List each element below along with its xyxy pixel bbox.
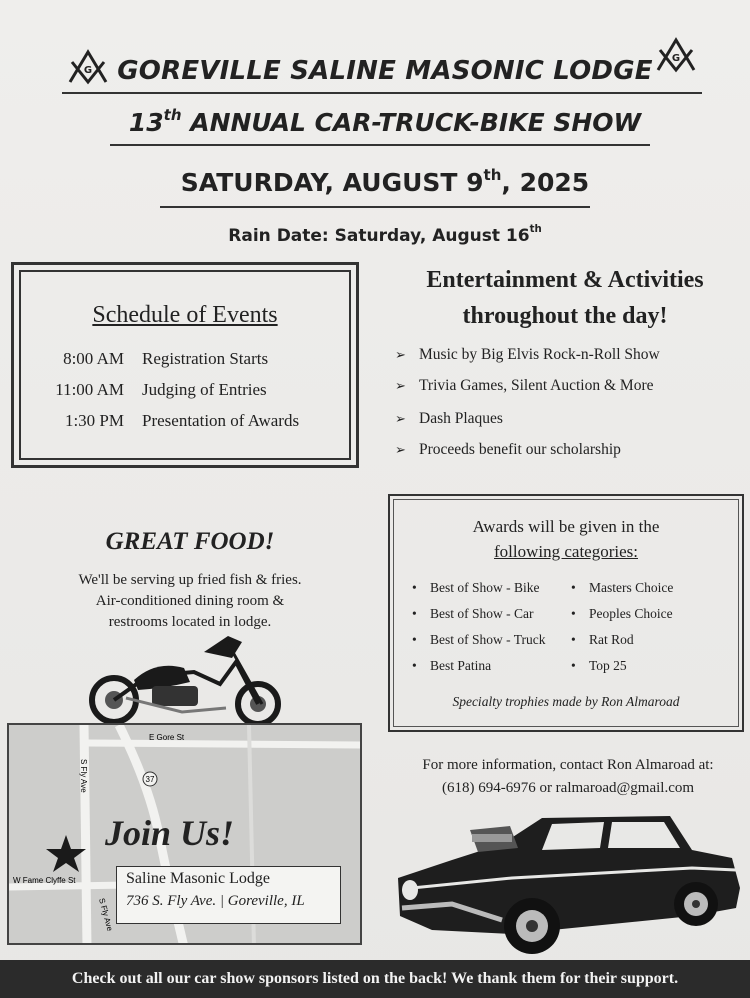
bullet-dot-icon: • [412, 632, 417, 647]
award-category [412, 580, 540, 596]
route-number: 37 [145, 775, 155, 784]
contact-line-2: (618) 694-6976 or ralmaroad@gmail.com [441, 780, 695, 796]
rain-date [60, 226, 710, 246]
activity-label: Dash Plaques [419, 410, 503, 427]
award-category-label: Peoples Choice [589, 606, 673, 621]
schedule-title: Schedule of Events [92, 302, 278, 328]
award-category [571, 658, 627, 674]
show-title [60, 108, 710, 137]
award-category [412, 632, 546, 648]
food-title: GREAT FOOD! [105, 528, 275, 555]
specialty-trophies-note: Specialty trophies made by Ron Almaroad [452, 694, 680, 709]
show-title-text: ANNUAL CAR-TRUCK-BIKE SHOW [181, 108, 642, 137]
award-category-label: Best of Show - Car [430, 606, 534, 621]
activity-label: Trivia Games, Silent Auction & More [419, 377, 654, 394]
arrow-bullet-icon: ➢ [395, 379, 406, 394]
event-date-suffix: th [483, 166, 502, 184]
schedule-row [30, 380, 350, 400]
award-category [412, 606, 534, 622]
street-gore: E Gore St [149, 733, 185, 742]
entertainment-title-line2: throughout the day! [462, 303, 668, 329]
schedule-time: 8:00 AM [63, 349, 124, 368]
venue-address: 736 S. Fly Ave. | Goreville, IL [126, 893, 305, 909]
arrow-bullet-icon: ➢ [395, 443, 406, 458]
activity-item [395, 410, 745, 428]
activity-label: Proceeds benefit our scholarship [419, 441, 621, 458]
bullet-dot-icon: • [571, 632, 576, 647]
bullet-dot-icon: • [412, 580, 417, 595]
show-ordinal-suffix: th [163, 106, 182, 124]
schedule-time: 1:30 PM [64, 411, 124, 430]
entertainment-title [380, 262, 750, 334]
award-category-label: Best of Show - Truck [430, 632, 546, 647]
schedule-label: Presentation of Awards [142, 411, 300, 430]
bullet-dot-icon: • [571, 658, 576, 673]
contact-info [386, 754, 750, 800]
awards-heading-line2: following categories: [494, 542, 638, 561]
award-category-label: Top 25 [589, 658, 627, 673]
award-category [412, 658, 491, 674]
emblem-letter-left: G [83, 65, 93, 76]
award-category [571, 632, 634, 648]
activity-item [395, 441, 745, 459]
food-line-2: Air-conditioned dining room & [95, 593, 285, 609]
bullet-dot-icon: • [571, 580, 576, 595]
awards-heading [388, 514, 744, 564]
classic-car-icon [392, 808, 744, 960]
activity-label: Music by Big Elvis Rock-n-Roll Show [419, 346, 660, 363]
activity-item [395, 377, 745, 395]
food-line-1: We'll be serving up fried fish & fries. [78, 572, 302, 588]
venue-name: Saline Masonic Lodge [126, 870, 270, 887]
motorcycle-icon [86, 632, 286, 728]
contact-line-1: For more information, contact Ron Almaroad at: [422, 757, 714, 773]
award-category-label: Masters Choice [589, 580, 674, 595]
street-fly-lower: S Fly Ave [97, 897, 115, 933]
sponsors-note: Check out all our car show sponsors listed on the back! We thank them for their support. [71, 970, 679, 987]
rain-date-suffix: th [529, 224, 542, 235]
event-date [60, 168, 710, 197]
event-date-main: SATURDAY, AUGUST 9 [180, 168, 484, 197]
bullet-dot-icon: • [571, 606, 576, 621]
bullet-dot-icon: • [412, 606, 417, 621]
award-category-label: Best Patina [430, 658, 492, 673]
schedule-label: Judging of Entries [142, 380, 267, 399]
food-description [40, 570, 340, 633]
emblem-letter-right: G [671, 53, 681, 64]
award-category-label: Best of Show - Bike [430, 580, 540, 595]
award-category [571, 580, 673, 596]
food-line-3: restrooms located in lodge. [108, 614, 272, 630]
bullet-dot-icon: • [412, 658, 417, 673]
header-rule-2 [110, 144, 650, 146]
show-ordinal: 13 [128, 108, 164, 137]
arrow-bullet-icon: ➢ [395, 412, 406, 427]
street-fame-clyffe: W Fame Clyffe St [13, 876, 76, 885]
lodge-name: GOREVILLE SALINE MASONIC LODGE [117, 56, 653, 86]
header-rule-3 [160, 206, 590, 208]
event-date-year: , 2025 [501, 168, 590, 197]
header-rule-1 [62, 92, 702, 94]
award-category-label: Rat Rod [589, 632, 634, 647]
schedule-label: Registration Starts [142, 349, 269, 368]
arrow-bullet-icon: ➢ [395, 348, 406, 363]
schedule-time: 11:00 AM [55, 380, 124, 399]
join-us-heading: Join Us! [105, 813, 235, 853]
street-fly-upper: S Fly Ave [79, 759, 88, 793]
entertainment-title-line1: Entertainment & Activities [426, 267, 704, 293]
activity-item [395, 346, 745, 364]
rain-date-text: Rain Date: Saturday, August 16 [228, 226, 530, 246]
award-category [571, 606, 673, 622]
schedule-row [30, 411, 350, 431]
schedule-row [30, 349, 350, 369]
awards-heading-line1: Awards will be given in the [472, 517, 660, 536]
